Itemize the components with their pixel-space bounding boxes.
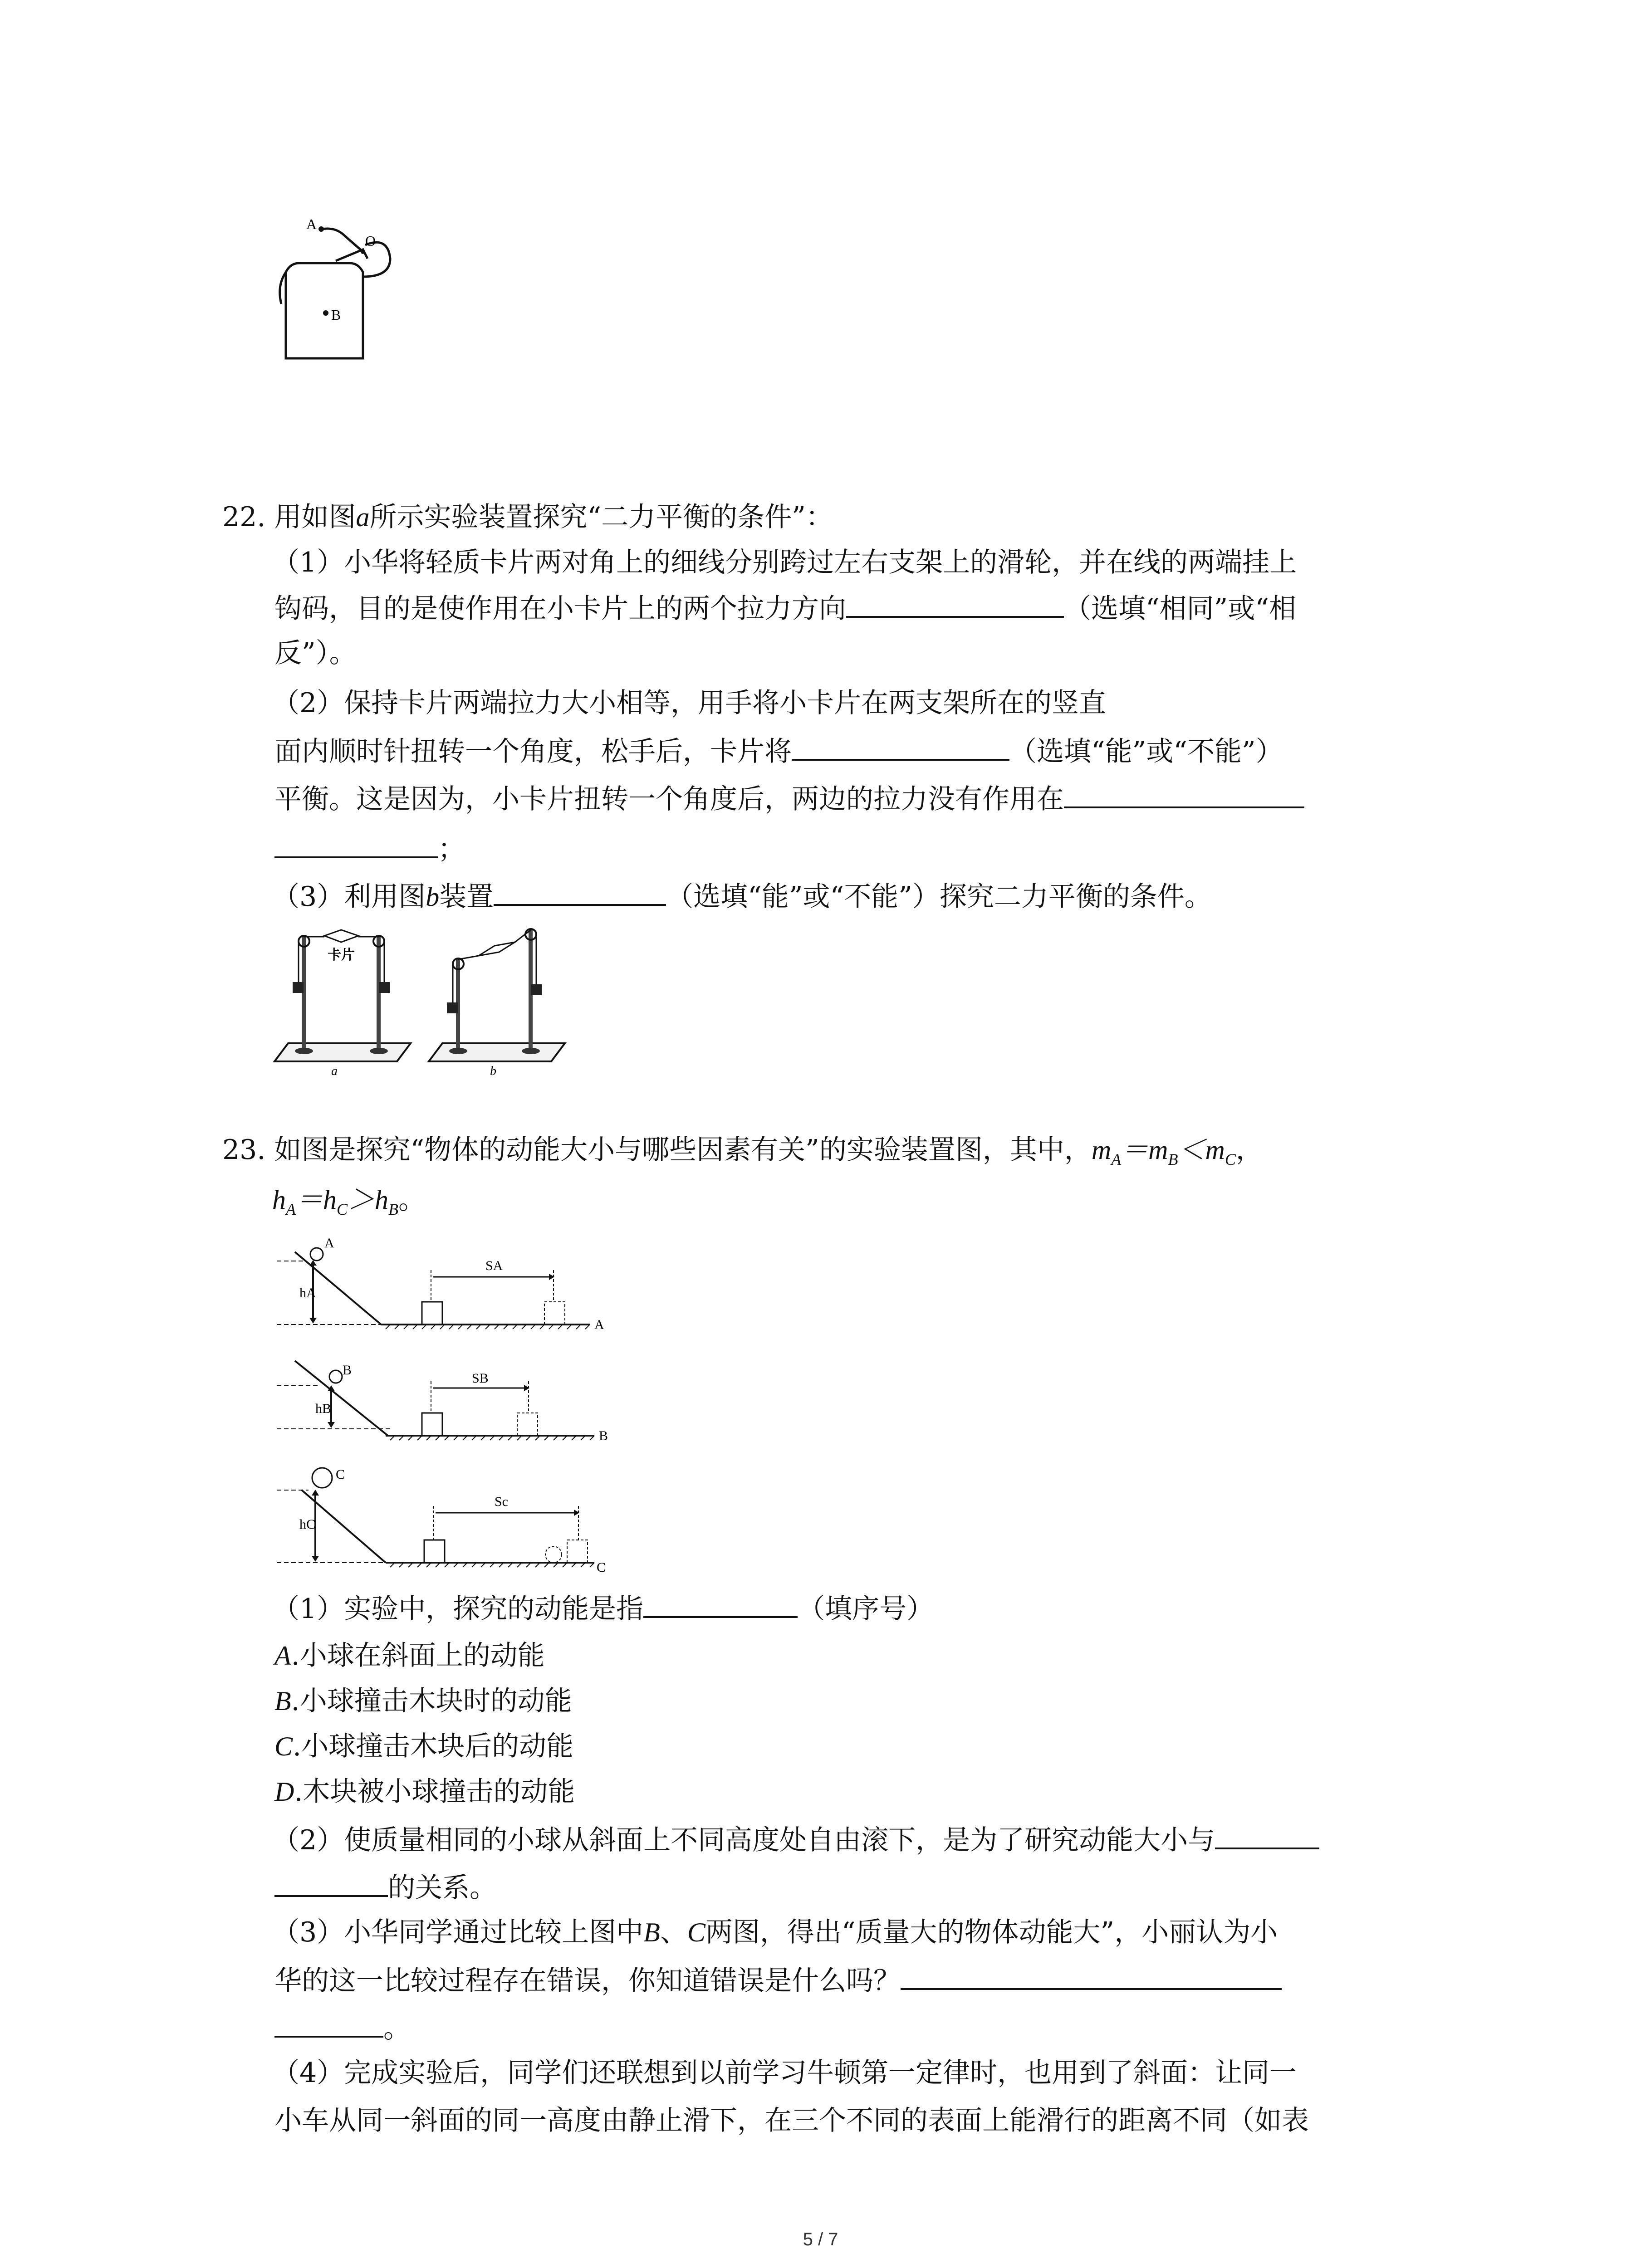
slope-figure-c xyxy=(277,1461,622,1579)
fig-b-height: hB xyxy=(315,1401,332,1416)
q23-s2-line2: 的关系。 xyxy=(274,1869,497,1906)
q22-p2-line1: （2）保持卡片两端拉力大小相等，用手将小卡片在两支架所在的竖直 xyxy=(272,687,1107,719)
kettle-label-o: O xyxy=(365,233,376,249)
q22-p3: （3）利用图b装置 （选填“能”或“不能”）探究二力平衡的条件。 xyxy=(272,878,1212,915)
q23-option-a: A.小球在斜面上的动能 xyxy=(274,1640,545,1672)
q23-s4-line2: 小车从同一斜面的同一高度由静止滑下，在三个不同的表面上能滑行的距离不同（如表 xyxy=(274,2105,1309,2136)
q23-s3-line3: 。 xyxy=(274,2009,411,2047)
card-label: 卡片 xyxy=(328,948,355,963)
kettle-label-b: B xyxy=(331,307,341,323)
q23-stem: 23. 如图是探究“物体的动能大小与哪些因素有关”的实验装置图，其中，$m_A=m_B<m_C$， xyxy=(222,1134,1263,1168)
apparatus-a xyxy=(274,930,411,1077)
q22-p2-line4: ； xyxy=(274,830,465,867)
q22-p2-line2: 面内顺时针扭转一个角度，松手后，卡片将 （选填“能”或“不能”） xyxy=(274,733,1283,770)
q23-s3-line2: 华的这一比较过程存在错误，你知道错误是什么吗？ xyxy=(274,1962,1282,1999)
q23-cond1: $m_A=m_B<m_C$ xyxy=(1091,1135,1236,1168)
fig-a-height: hA xyxy=(299,1286,316,1300)
page-number: 5 / 7 xyxy=(803,2229,838,2249)
fig-c-height: hC xyxy=(299,1517,316,1532)
q22-blank-2[interactable] xyxy=(792,733,1009,761)
q23-s3-line1: （3）小华同学通过比较上图中B、C两图，得出“质量大的物体动能大”，小丽认为小 xyxy=(272,1916,1278,1948)
fig-a-end: A xyxy=(594,1317,604,1332)
fig-c-distance: Sc xyxy=(495,1494,508,1509)
q22-p1-line2: 钩码，目的是使作用在小卡片上的两个拉力方向 （选填“相同”或“相 xyxy=(274,590,1296,627)
q23-s2-line1: （2）使质量相同的小球从斜面上不同高度处自由滚下，是为了研究动能大小与 xyxy=(272,1821,1319,1858)
fig-a-ball: A xyxy=(324,1236,334,1251)
kettle-label-a: A xyxy=(306,216,317,232)
kettle-figure xyxy=(268,209,404,367)
q22-stem: 22. 用如图a所示实验装置探究“二力平衡的条件”： xyxy=(222,501,833,533)
apparatus-b xyxy=(429,929,565,1077)
q23-s1: （1）实验中，探究的动能是指 （填序号） xyxy=(272,1590,934,1627)
figure-b-label: b xyxy=(490,1064,496,1077)
q23-s4-line1: （4）完成实验后，同学们还联想到以前学习牛顿第一定律时，也用到了斜面：让同一 xyxy=(272,2057,1297,2089)
slope-figure-b xyxy=(277,1356,622,1456)
fig-c-end: C xyxy=(597,1560,606,1575)
q23-blank-2b[interactable] xyxy=(274,1869,388,1897)
fig-b-distance: SB xyxy=(472,1371,489,1386)
fig-b-end: B xyxy=(599,1428,608,1443)
q22-blank-3b[interactable] xyxy=(274,830,438,858)
fig-a-distance: SA xyxy=(485,1258,503,1273)
q22-blank-1[interactable] xyxy=(846,590,1064,618)
apparatus-figures-ab xyxy=(272,923,581,1077)
q23-blank-3a[interactable] xyxy=(901,1962,1282,1990)
q22-p2-line3: 平衡。这是因为，小卡片扭转一个角度后，两边的拉力没有作用在 xyxy=(274,780,1304,817)
q22-blank-3a[interactable] xyxy=(1064,780,1304,808)
fig-c-ball: C xyxy=(336,1467,345,1482)
q23-cond2: $h_A=h_C>h_B$。 xyxy=(272,1184,426,1218)
q22-blank-4[interactable] xyxy=(494,878,666,906)
q22-p1-line3: 反”）。 xyxy=(274,637,357,669)
fig-b-ball: B xyxy=(343,1363,352,1378)
q23-blank-3b[interactable] xyxy=(274,2009,383,2038)
q23-option-d: D.木块被小球撞击的动能 xyxy=(274,1776,575,1808)
q23-option-c: C.小球撞击木块后的动能 xyxy=(274,1730,574,1762)
slope-figure-a xyxy=(277,1234,622,1352)
q22-p1-line1: （1）小华将轻质卡片两对角上的细线分别跨过左右支架上的滑轮，并在线的两端挂上 xyxy=(272,547,1297,578)
figure-a-label: a xyxy=(331,1064,338,1077)
q23-blank-1[interactable] xyxy=(643,1590,798,1618)
q23-option-b: B.小球撞击木块时的动能 xyxy=(274,1685,572,1717)
q23-blank-2a[interactable] xyxy=(1215,1821,1319,1849)
